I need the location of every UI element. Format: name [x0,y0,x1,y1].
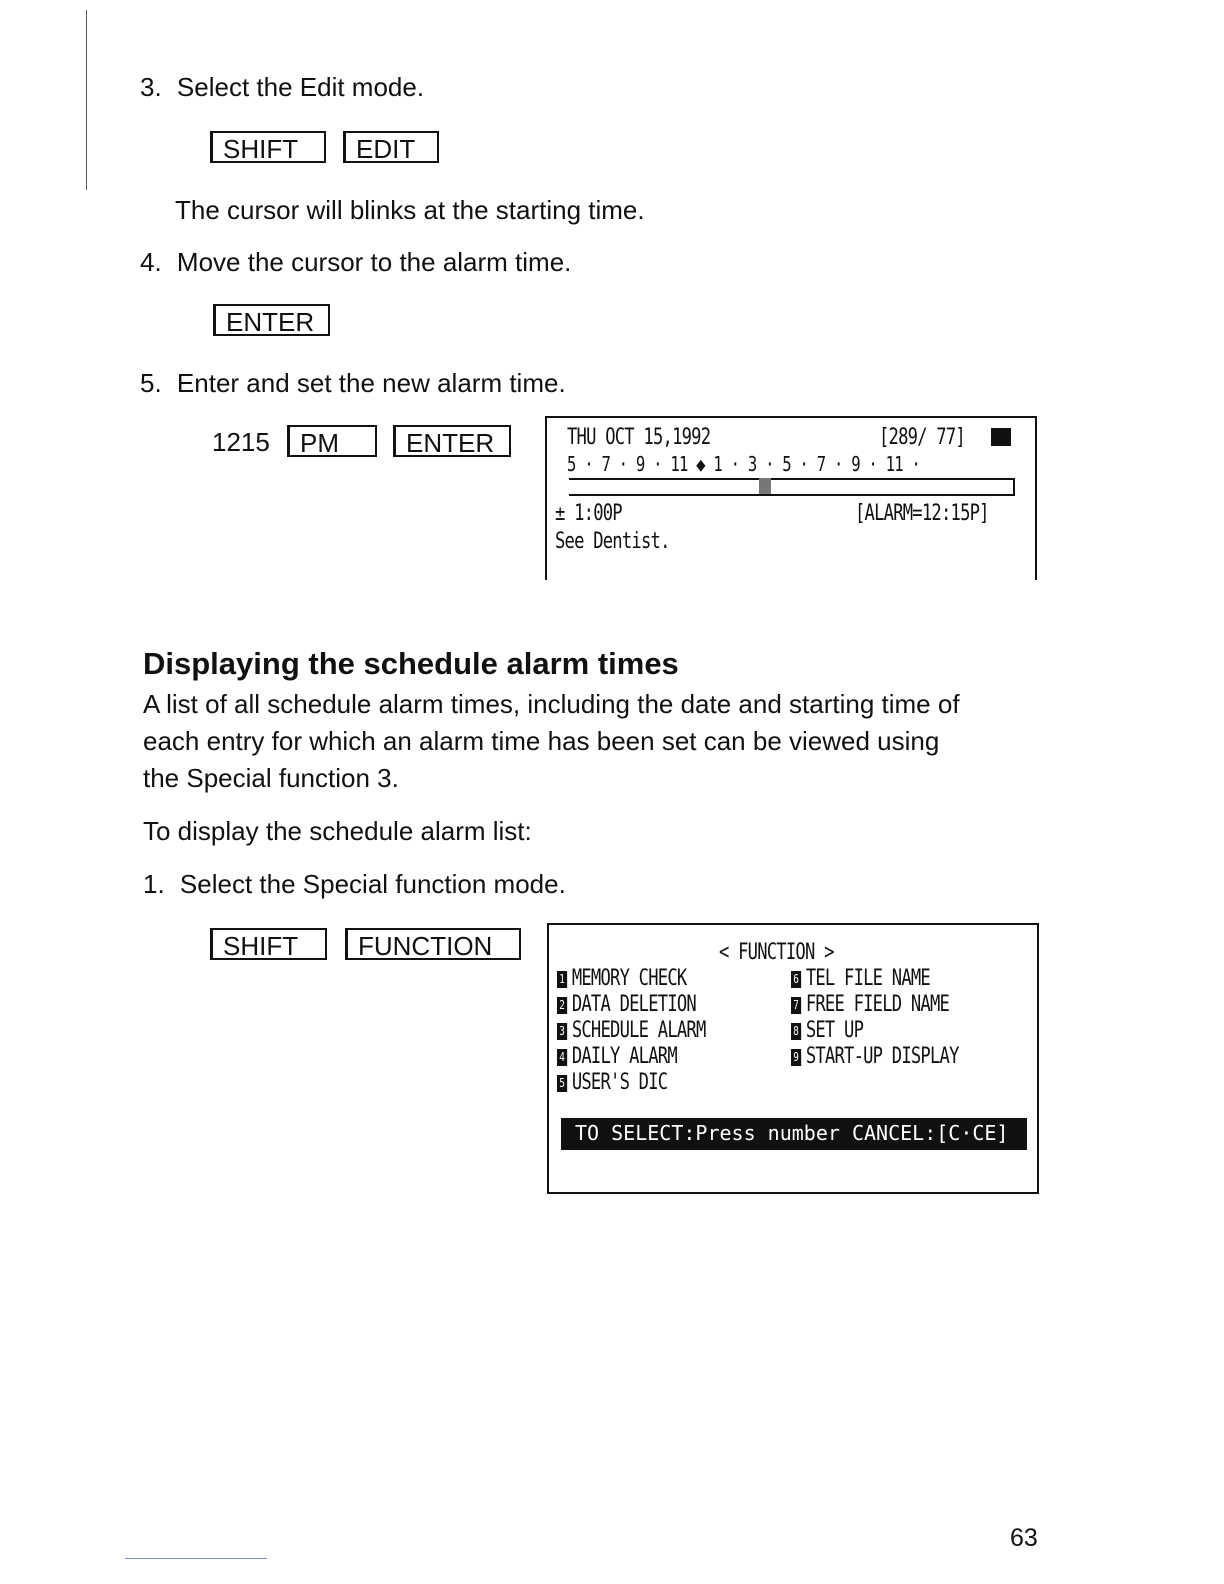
paragraph-intro: To display the schedule alarm list: [143,816,532,846]
menu-item-daily-alarm [557,1045,677,1069]
step-number: 5. [140,368,162,398]
number-key-icon: 5 [557,1075,567,1092]
lcd-status-bar: TO SELECT:Press number CANCEL:[C·CE] [561,1118,1027,1150]
lcd-schedule-screen [545,416,1037,580]
number-key-icon: 7 [791,997,801,1014]
menu-item-label: DAILY ALARM [571,1044,677,1069]
step-5 [140,367,566,399]
step-text: Select the Edit mode. [176,72,425,102]
number-key-icon: 4 [557,1049,567,1066]
lcd-memo: See Dentist. [555,529,670,554]
number-key-icon: 3 [557,1023,567,1040]
menu-item-label: START-UP DISPLAY [805,1044,959,1069]
menu-item-data-deletion [557,993,696,1017]
key-edit: EDIT [343,131,439,163]
menu-item-tel-file-name [791,967,930,991]
paragraph-line: A list of all schedule alarm times, including the date and starting time of [143,689,960,719]
paragraph-line: the Special function 3. [143,763,399,793]
margin-rule [86,10,87,190]
step-1 [143,868,566,900]
time-bar-marker [759,478,771,494]
step-text: Move the cursor to the alarm time. [176,247,572,277]
lcd-date: THU OCT 15,1992 [567,425,711,450]
key-enter: ENTER [393,425,511,457]
menu-item-set-up [791,1019,863,1043]
key-enter: ENTER [213,304,330,336]
number-key-icon: 9 [791,1049,801,1066]
step-number: 4. [140,247,162,277]
key-shift: SHIFT [210,131,326,163]
key-pm: PM [287,425,377,457]
lcd-hour-scale: 5 · 7 · 9 · 11 ◆ 1 · 3 · 5 · 7 · 9 · 11 · [567,452,921,476]
lcd-start-time: ± 1:00P [555,501,622,526]
menu-item-start-up-display [791,1045,959,1069]
step-number: 3. [140,72,162,102]
menu-item-label: SET UP [805,1018,864,1043]
time-bar [569,478,1015,496]
menu-item-users-dic [557,1071,667,1095]
function-menu-title: < FUNCTION > [719,940,834,965]
menu-item-memory-check [557,967,686,991]
menu-item-free-field-name [791,993,949,1017]
page-number: 63 [1010,1524,1038,1552]
step-text: Select the Special function mode. [179,869,566,899]
step-3 [140,71,424,103]
menu-item-label: SCHEDULE ALARM [571,1018,706,1043]
menu-item-label: TEL FILE NAME [805,966,930,991]
lcd-function-menu [547,923,1039,1194]
menu-item-label: FREE FIELD NAME [805,992,950,1017]
menu-item-label: DATA DELETION [571,992,696,1017]
menu-item-label: MEMORY CHECK [571,966,687,991]
number-key-icon: 6 [791,971,801,988]
lcd-alarm-time: [ALARM=12:15P] [855,501,989,526]
menu-item-schedule-alarm [557,1019,706,1043]
step-text: Enter and set the new alarm time. [176,368,566,398]
menu-item-label: USER'S DIC [571,1070,668,1095]
footer-rule [125,1558,267,1559]
input-value-1215: 1215 [212,427,270,457]
number-key-icon: 1 [557,971,567,988]
step-number: 1. [143,869,165,899]
paragraph-line: each entry for which an alarm time has been set can be viewed using [143,726,940,756]
number-key-icon: 8 [791,1023,801,1040]
number-key-icon: 2 [557,997,567,1014]
lcd-record-count: [289/ 77] [879,425,965,450]
section-heading: Displaying the schedule alarm times [143,646,679,681]
note-cursor-blinks: The cursor will blinks at the starting time. [175,195,645,225]
step-4 [140,246,571,278]
key-function: FUNCTION [345,928,521,960]
key-shift: SHIFT [210,928,327,960]
calendar-icon [991,428,1011,446]
